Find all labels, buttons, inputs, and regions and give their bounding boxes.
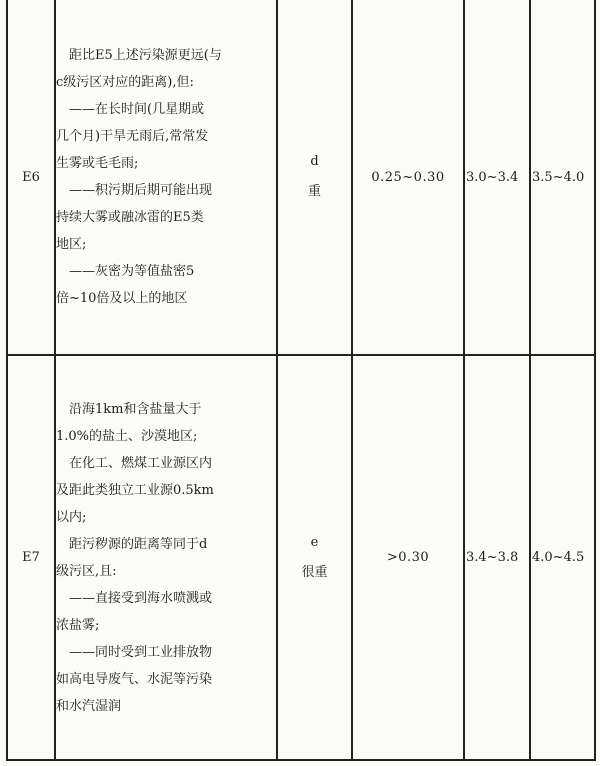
- esdd-value: >0.30: [352, 355, 464, 760]
- site-description: [55, 355, 277, 760]
- description-line: 距比E5上述污染源更远(与: [69, 48, 222, 63]
- description-line: ——直接受到海水喷溅或: [69, 590, 213, 606]
- pollution-grade: [277, 0, 352, 355]
- description-line: 以内;: [56, 509, 87, 525]
- description-line: ——同时受到工业排放物: [69, 644, 213, 660]
- grade-letter: e: [310, 534, 319, 550]
- description-line: 在化工、燃煤工业源区内: [69, 455, 213, 471]
- esdd-value: 0.25~0.30: [352, 0, 464, 355]
- site-description: [55, 0, 277, 355]
- grade-label: 很重: [301, 564, 328, 580]
- description-line: ——在长时间(几星期或: [69, 102, 205, 117]
- range-value-2: 4.0~4.5: [530, 355, 595, 760]
- description-line: c级污区对应的距离),但:: [56, 75, 194, 90]
- table-row-e7: [7, 355, 595, 760]
- description-line: 生雾或毛毛雨;: [56, 156, 139, 171]
- description-line: 距污秽源的距离等同于d: [69, 536, 208, 552]
- description-line: 几个月)干旱无雨后,常常发: [56, 129, 209, 144]
- description-line: 持续大雾或融冰雷的E5类: [56, 210, 204, 225]
- description-line: 及距此类独立工业源0.5km: [56, 482, 214, 498]
- description-line: ——积污期后期可能出现: [69, 183, 213, 198]
- description-line: 级污区,且:: [56, 563, 117, 579]
- pollution-grade: [277, 355, 352, 760]
- description-line: ——灰密为等值盐密5: [69, 264, 195, 279]
- description-line: 1.0%的盐土、沙漠地区;: [56, 428, 198, 444]
- grade-letter: d: [310, 154, 319, 169]
- pollution-class-table: [6, 0, 596, 761]
- grade-label: 重: [307, 184, 321, 199]
- description-line: 浓盐雾;: [56, 617, 100, 633]
- table-row-e6: [7, 0, 595, 355]
- site-class-code: E6: [7, 0, 55, 355]
- description-line: 如高电导废气、水泥等污染: [56, 671, 213, 687]
- range-value-1: 3.4~3.8: [464, 355, 530, 760]
- description-line: 倍~10倍及以上的地区: [56, 291, 188, 306]
- description-line: 地区;: [56, 237, 87, 252]
- range-value-2: 3.5~4.0: [530, 0, 595, 355]
- description-line: 沿海1km和含盐量大于: [69, 401, 202, 417]
- site-class-code: E7: [7, 355, 55, 760]
- description-line: 和水汽湿润: [56, 698, 122, 714]
- range-value-1: 3.0~3.4: [464, 0, 530, 355]
